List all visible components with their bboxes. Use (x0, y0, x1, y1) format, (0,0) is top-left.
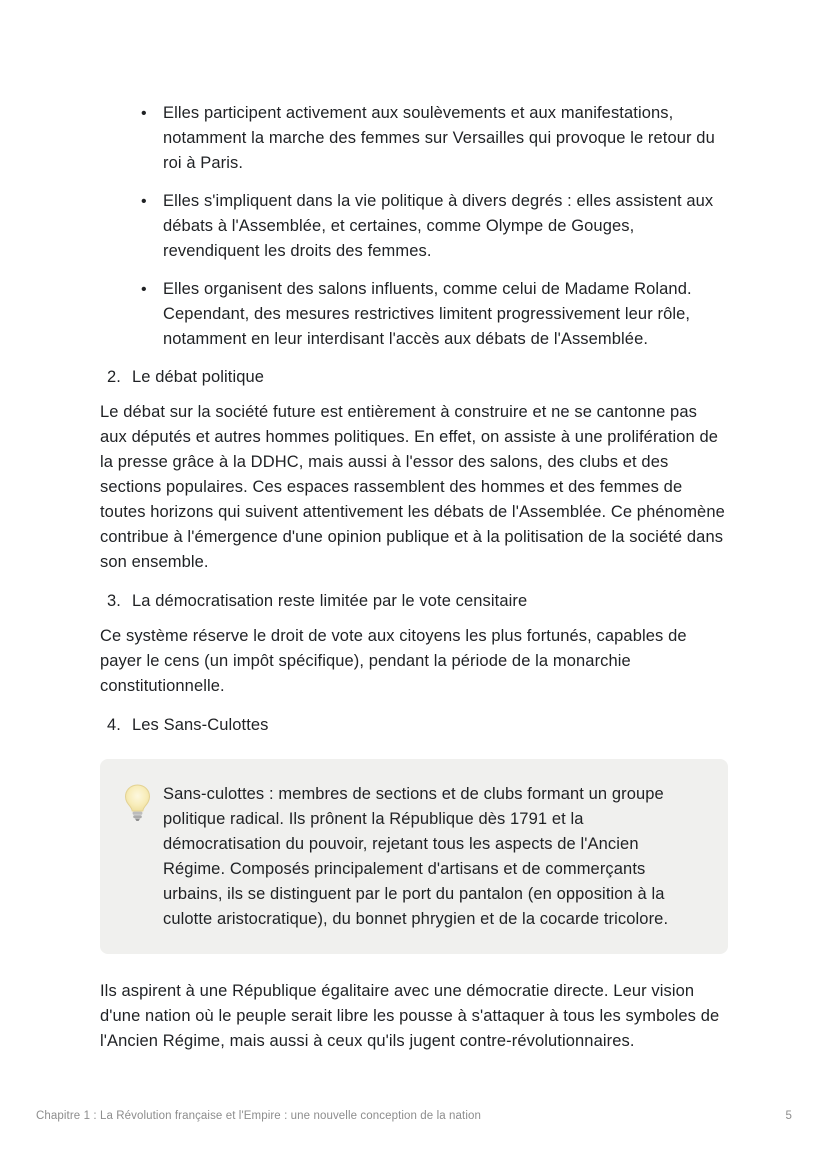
footer-page-number: 5 (785, 1110, 792, 1122)
paragraph-aspirations: Ils aspirent à une République égalitaire avec une démocratie directe. Leur vision d'une nation où le peuple serait libre les pousse à s'attaquer à tous les symboles de l'Ancien Régime, mais aussi à ceux qu'ils jugent contre-révolutionnaires. (100, 982, 720, 1050)
section-number: 4. (107, 716, 121, 734)
page-footer (36, 1110, 792, 1122)
list-item (100, 277, 728, 352)
section-title: La démocratisation reste limitée par le vote censitaire (132, 592, 528, 610)
section-heading-vote-censitaire (100, 589, 728, 614)
list-item (100, 101, 728, 176)
page-content (100, 0, 728, 1064)
paragraph-debat: Le débat sur la société future est entièrement à construire et ne se cantonne pas aux députés et autres hommes politiques. En effet, on assiste à une prolifération de la presse grâce à la DDHC, mais aussi à l'essor des salons, des clubs et des sections populaires. Ces espaces rassemblent des hommes et des femmes de toutes horizons qui suivent attentivement les débats de l'Assemblée. Ce phénomène contribue à l'émergence d'une opinion publique et à la politisation de la société dans son ensemble. (100, 403, 725, 571)
bullet-text: Elles participent activement aux soulèvements et aux manifestations, notamment la marche des femmes sur Versailles qui provoque le retour du roi à Paris. (163, 104, 715, 172)
bullet-text: Elles s'impliquent dans la vie politique à divers degrés : elles assistent aux débats à l'Assemblée, et certaines, comme Olympe de Gouges, revendiquent les droits des femmes. (163, 192, 714, 260)
bullet-list (100, 101, 728, 352)
lightbulb-icon (124, 784, 151, 830)
list-item (100, 189, 728, 264)
section-heading-sans-culottes (100, 713, 728, 738)
footer-chapter-title: Chapitre 1 : La Révolution française et l'Empire : une nouvelle conception de la nation (36, 1110, 481, 1122)
section-number: 3. (107, 592, 121, 610)
section-heading-debat-politique (100, 365, 728, 390)
callout-text: Sans-culottes : membres de sections et de clubs formant un groupe politique radical. Ils prônent la République dès 1791 et la démocratisation du pouvoir, rejetant tous les aspects de l'Ancien Régime. Composés principalement d'artisans et de commerçants urbains, ils se distinguent par le port du pantalon (en opposition à la culotte aristocratique), du bonnet phrygien et de la cocarde tricolore. (163, 785, 669, 928)
bullet-text: Elles organisent des salons influents, comme celui de Madame Roland. Cependant, des mesures restrictives limitent progressivement leur rôle, notamment en leur interdisant l'accès aux débats de l'Assemblée. (163, 280, 692, 348)
paragraph-censitaire: Ce système réserve le droit de vote aux citoyens les plus fortunés, capables de payer le cens (un impôt spécifique), pendant la période de la monarchie constitutionnelle. (100, 627, 687, 695)
section-title: Le débat politique (132, 368, 265, 386)
callout-box (100, 759, 728, 954)
section-number: 2. (107, 368, 121, 386)
section-title: Les Sans-Culottes (132, 716, 269, 734)
